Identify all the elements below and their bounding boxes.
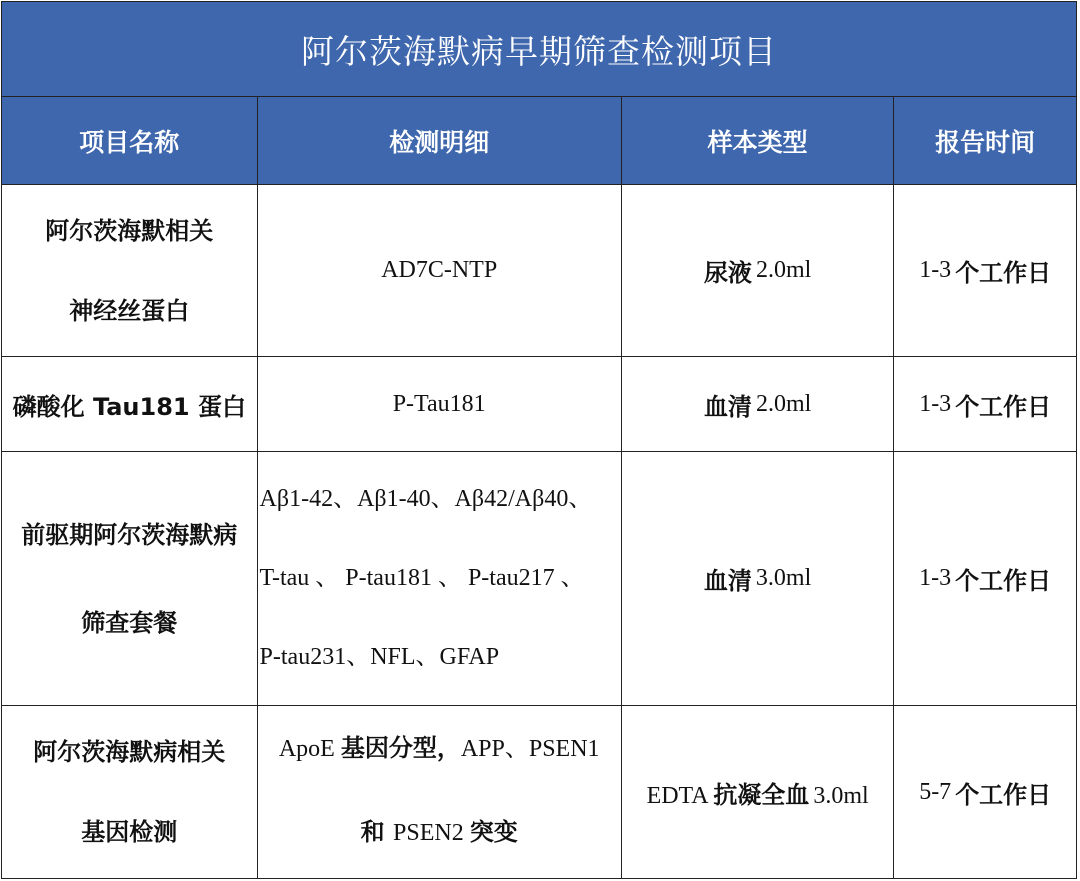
project-name-cell bbox=[2, 706, 258, 878]
report-days-text: 1-3 bbox=[919, 257, 952, 283]
report-unit-text: 个工作日 bbox=[955, 780, 1052, 809]
report-days-text: 1-3 bbox=[919, 565, 952, 591]
sample-volume-text: 3.0ml bbox=[813, 782, 869, 809]
sample-type-cell bbox=[622, 452, 894, 705]
sample-prefix-text: EDTA bbox=[646, 782, 714, 809]
project-name-line: 神经丝蛋白 bbox=[69, 296, 190, 325]
test-detail-line: ApoE 基因分型，APP、PSEN1 bbox=[278, 734, 600, 762]
sample-type-cell bbox=[622, 706, 895, 878]
project-name-line: 筛查套餐 bbox=[81, 608, 178, 637]
project-name-line: 阿尔茨海默相关 bbox=[45, 216, 214, 245]
table-title: 阿尔茨海默病早期筛查检测项目 bbox=[2, 2, 1076, 97]
test-detail-line: 和 PSEN2 突变 bbox=[360, 818, 518, 846]
test-detail-line: Aβ1-42、Aβ1-40、Aβ42/Aβ40、 bbox=[259, 486, 593, 512]
sample-volume-text: 3.0ml bbox=[755, 565, 812, 591]
sample-type-text: 尿液 bbox=[703, 259, 752, 287]
test-detail-line: P-tau231、NFL、GFAP bbox=[259, 644, 500, 670]
project-name-cell bbox=[2, 357, 258, 451]
project-name-cell bbox=[2, 185, 258, 356]
test-details-cell bbox=[258, 452, 622, 705]
sample-volume-text: 2.0ml bbox=[755, 257, 812, 283]
sample-type-text: 血清 bbox=[703, 567, 752, 595]
sample-type-text: 血清 bbox=[703, 392, 752, 421]
sample-volume-text: 2.0ml bbox=[755, 390, 812, 417]
report-time-cell bbox=[894, 706, 1076, 878]
header-test-details: 检测明细 bbox=[258, 97, 622, 184]
sample-type-text: 抗凝全血 bbox=[713, 780, 810, 809]
table-row bbox=[2, 706, 1076, 878]
test-detail-text: AD7C-NTP bbox=[381, 257, 498, 283]
header-report-time: 报告时间 bbox=[935, 127, 1036, 157]
project-name-line: 磷酸化 Tau181 蛋白 bbox=[12, 392, 246, 421]
sample-type-cell bbox=[622, 357, 895, 451]
project-name-line: 基因检测 bbox=[81, 818, 178, 846]
table-row bbox=[2, 357, 1076, 452]
header-sample-type: 样本类型 bbox=[622, 97, 895, 184]
report-unit-text: 个工作日 bbox=[955, 567, 1052, 595]
test-detail-text: P-Tau181 bbox=[392, 390, 486, 417]
report-unit-text: 个工作日 bbox=[955, 392, 1052, 421]
report-days-text: 5-7 bbox=[919, 778, 952, 805]
table-header-row bbox=[2, 97, 1076, 185]
report-unit-text: 个工作日 bbox=[955, 259, 1052, 287]
report-days-text: 1-3 bbox=[919, 390, 952, 417]
report-time-cell bbox=[894, 185, 1076, 356]
report-time-cell bbox=[894, 357, 1076, 451]
project-name-cell bbox=[2, 452, 258, 705]
test-detail-line: T-tau 、 P-tau181 、 P-tau217 、 bbox=[259, 565, 585, 591]
test-details-cell bbox=[258, 357, 622, 451]
project-name-line: 前驱期阿尔茨海默病 bbox=[21, 520, 238, 549]
table-row bbox=[2, 452, 1076, 706]
report-time-cell bbox=[894, 452, 1076, 705]
sample-type-cell bbox=[622, 185, 895, 356]
project-name-line: 阿尔茨海默病相关 bbox=[33, 738, 226, 766]
header-project-name: 项目名称 bbox=[2, 97, 258, 184]
test-details-cell bbox=[258, 185, 622, 356]
test-details-cell bbox=[258, 706, 622, 878]
screening-table bbox=[1, 1, 1077, 879]
table-row bbox=[2, 185, 1076, 357]
